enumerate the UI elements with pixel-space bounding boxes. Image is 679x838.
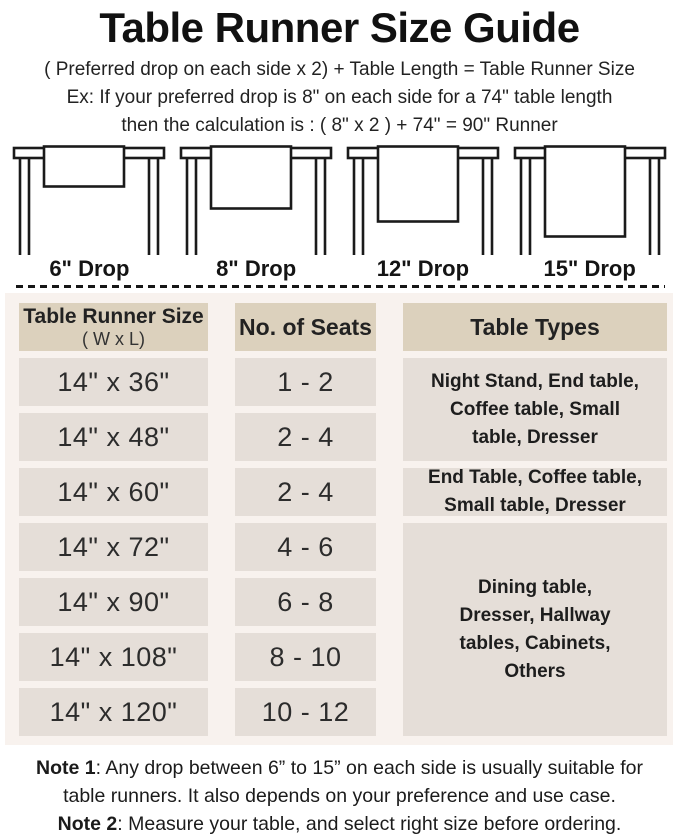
note-1-label: Note 1 [35,757,96,779]
page-title: Table Runner Size Guide [99,4,580,51]
types-cell-3 [403,523,667,736]
header-seats: No. of Seats [235,303,376,351]
types-cell-2-line-1: End Table, Coffee table, [428,467,642,488]
types-cell-3-line-2: Dresser, Hallway [459,604,611,626]
intro-block [0,56,679,140]
drop-diagram-2 [173,145,340,282]
note-1-line-2: table runners. It also depends on your preference and use case. [63,785,616,807]
seats-cell-3: 2 - 4 [235,468,376,516]
diagram-row [0,140,679,282]
size-table-panel [5,293,673,745]
header-size-line1: Table Runner Size [23,305,204,328]
table-runner-illustration [507,145,673,255]
types-cell-1-line-1: Night Stand, End table, [431,370,639,392]
types-cell-3-line-3: tables, Cabinets, [459,632,611,654]
note-2-line [0,810,679,838]
table-runner-illustration [173,145,339,255]
size-cell-4: 14" x 72" [19,523,208,571]
seats-cell-4: 4 - 6 [235,523,376,571]
seats-cell-5: 6 - 8 [235,578,376,626]
types-cell-3-line-1: Dining table, [478,576,592,598]
table-runner-illustration [6,145,172,255]
seats-cell-2: 2 - 4 [235,413,376,461]
notes-section [0,754,679,838]
dashed-divider [16,285,665,288]
seats-cell-7: 10 - 12 [235,688,376,736]
example-line-2: then the calculation is : ( 8" x 2 ) + 74" = 90" Runner [121,115,558,136]
note-2-text: : Measure your table, and select right size before ordering. [117,813,622,835]
size-cell-1: 14" x 36" [19,358,208,406]
seats-cell-6: 8 - 10 [235,633,376,681]
size-cell-2: 14" x 48" [19,413,208,461]
drop-label-4: 15" Drop [543,256,636,281]
types-cell-2-line-2: Small table, Dresser [444,495,626,516]
drop-label-3: 12" Drop [376,256,470,281]
formula-line: ( Preferred drop on each side x 2) + Table Length = Table Runner Size [44,59,635,80]
drop-diagram-1 [6,145,173,282]
header-size-line2: ( W x L) [82,329,145,349]
drop-diagram-4 [506,145,673,282]
types-cell-1-line-3: table, Dresser [472,426,598,448]
size-cell-3: 14" x 60" [19,468,208,516]
size-table [19,303,673,736]
size-cell-6: 14" x 108" [19,633,208,681]
size-cell-7: 14" x 120" [19,688,208,736]
header-types: Table Types [403,303,667,351]
note-1-text: : Any drop between 6” to 15” on each side is usually suitable for [95,757,644,779]
types-cell-1 [403,358,667,461]
types-cell-3-line-4: Others [504,660,566,682]
drop-label-2: 8" Drop [216,256,297,281]
example-line-1: Ex: If your preferred drop is 8" on each side for a 74" table length [66,87,613,108]
types-cell-1-line-2: Coffee table, Small [450,398,620,420]
types-cell-2 [403,468,667,516]
drop-label-1: 6" Drop [49,256,130,281]
header-size [19,303,208,351]
drop-diagram-3 [340,145,507,282]
seats-cell-1: 1 - 2 [235,358,376,406]
note-2-label: Note 2 [57,813,118,835]
size-cell-5: 14" x 90" [19,578,208,626]
table-runner-illustration [340,145,506,255]
note-1-line-1 [0,754,679,782]
